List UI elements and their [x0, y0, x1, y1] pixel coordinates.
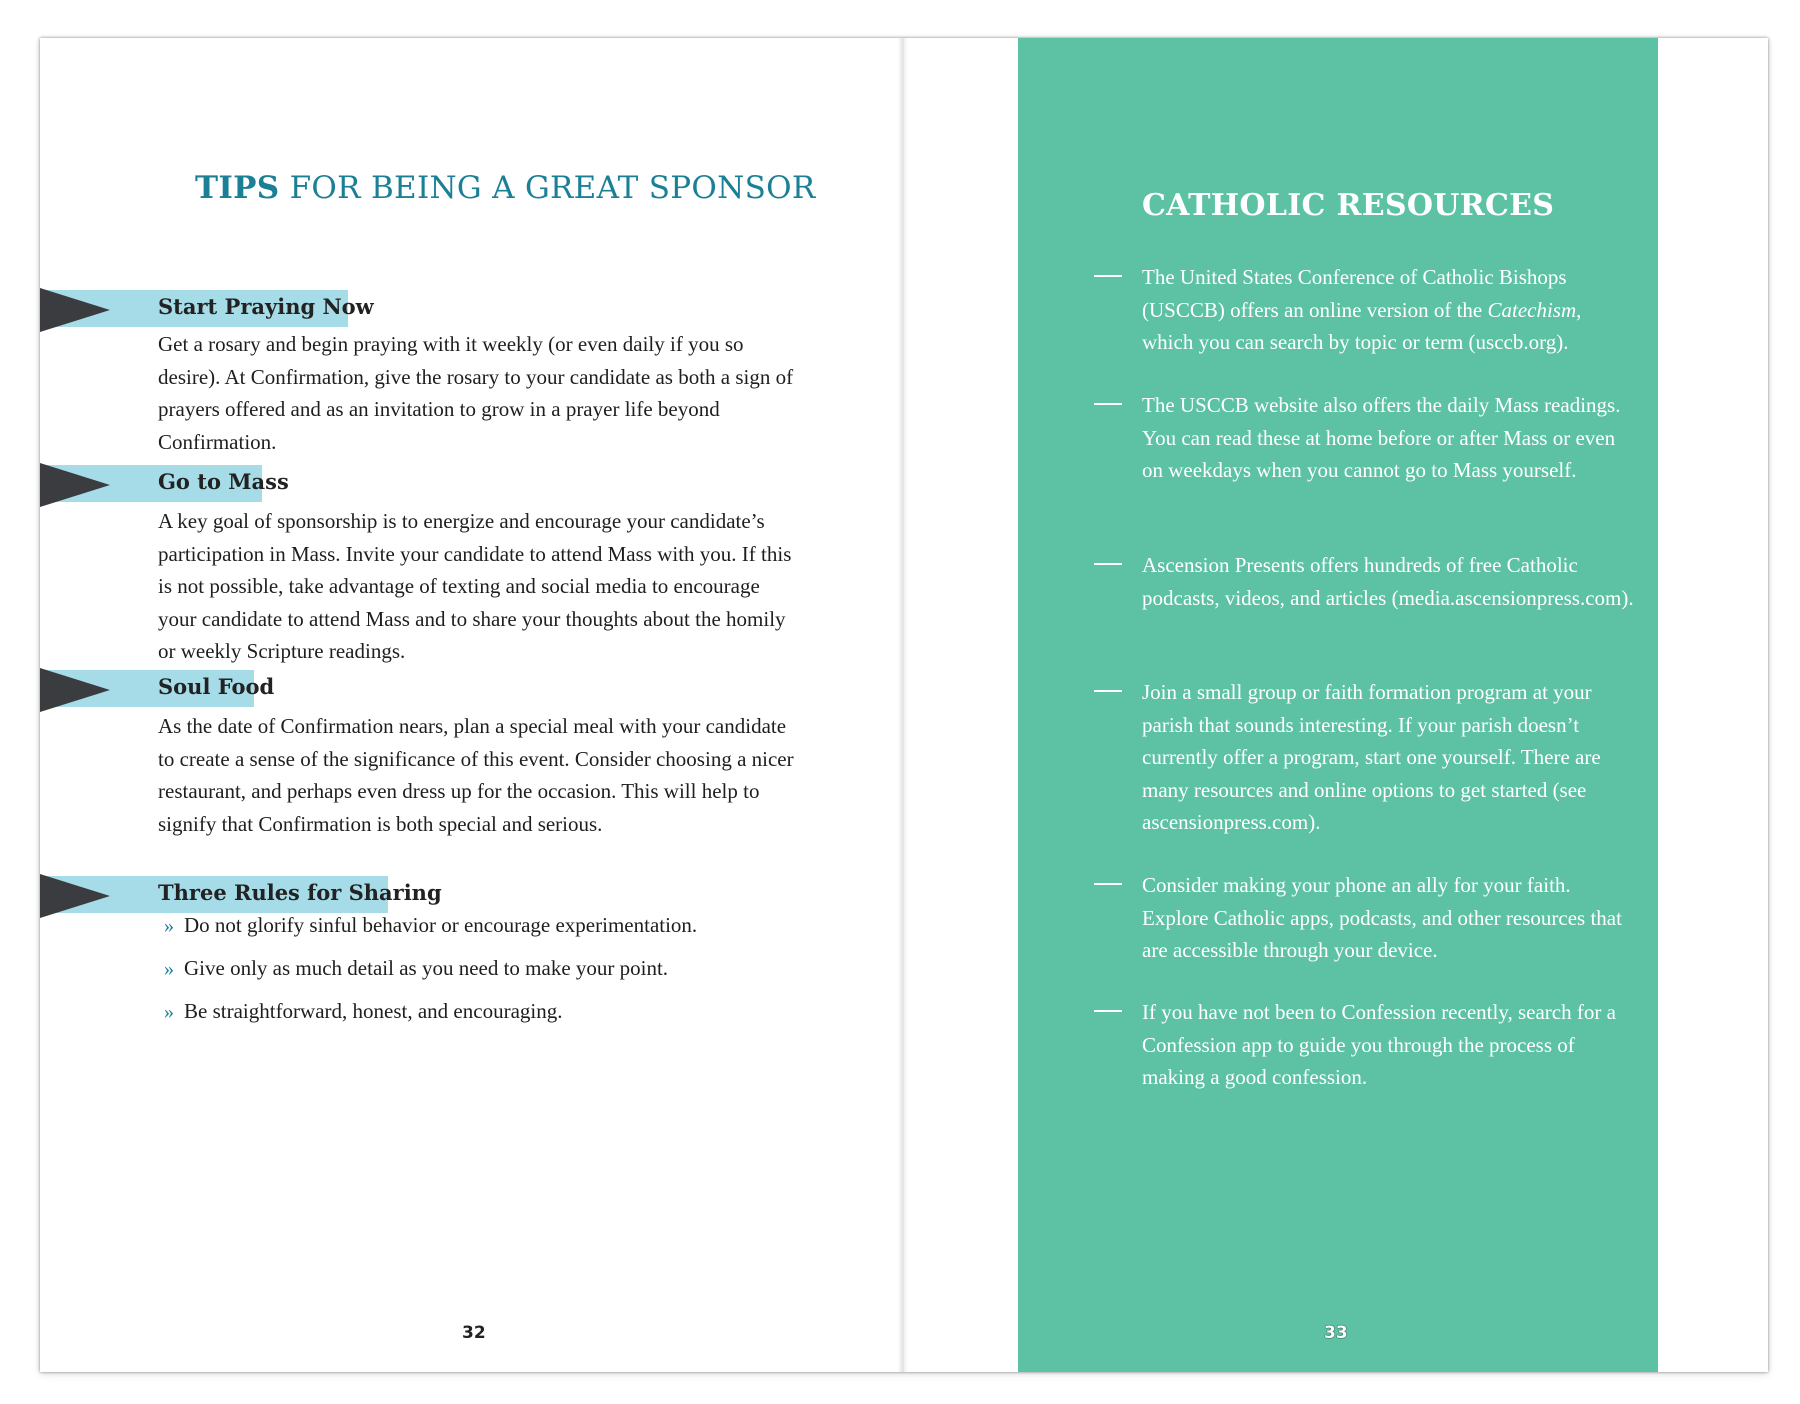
double-chevron-icon: » — [164, 915, 174, 937]
resource-text: The USCCB website also offers the daily Mass readings. You can read these at home before or after Mass or even on weekdays when you cannot go to Mass yourself. — [1142, 393, 1621, 482]
arrow-marker-icon — [40, 288, 110, 332]
resource-text: If you have not been to Confession recently, search for a Confession app to guide you through the process of making a good confession. — [1142, 1000, 1616, 1089]
resource-item — [1094, 676, 1634, 839]
tip-body: Get a rosary and begin praying with it weekly (or even daily if you so desire). At Confirmation, give the rosary to your candidate as both a sign of prayers offered and as an invitation to grow in a prayer life beyond Confirmation. — [158, 332, 794, 454]
double-chevron-icon: » — [164, 958, 174, 980]
tip-title: Start Praying Now — [158, 294, 374, 319]
resources-title: CATHOLIC RESOURCES — [1142, 188, 1555, 223]
arrow-marker-icon — [40, 463, 110, 507]
book-spread — [40, 38, 1768, 1372]
dash-icon — [1094, 883, 1122, 885]
list-item: » Do not glorify sinful behavior or encourage experimentation. — [164, 913, 698, 937]
resource-item — [1094, 389, 1634, 487]
tip-title: Go to Mass — [158, 469, 289, 494]
page-number: 32 — [462, 1323, 486, 1343]
page-left — [40, 38, 902, 1372]
dash-icon — [1094, 690, 1122, 692]
resource-item — [1094, 549, 1634, 614]
tip-body: As the date of Confirmation nears, plan a special meal with your candidate to create a sense of the significance of this event. Consider choosing a nicer restaurant, and perhaps even dress up for the occasion. This will help to signify that Confirmation is both special and serious. — [158, 714, 794, 836]
dash-icon — [1094, 403, 1122, 405]
double-chevron-icon: » — [164, 1001, 174, 1023]
dash-icon — [1094, 1010, 1122, 1012]
dash-icon — [1094, 563, 1122, 565]
arrow-marker-icon — [40, 668, 110, 712]
page-number: 33 — [1324, 1323, 1348, 1343]
tip-title: Three Rules for Sharing — [158, 880, 442, 905]
tips-title-rest: FOR BEING A GREAT SPONSOR — [279, 170, 816, 206]
sharing-rules-list — [164, 904, 697, 1033]
page-right — [902, 38, 1768, 1372]
arrow-marker-icon — [40, 874, 110, 918]
list-item: » Give only as much detail as you need to make your point. — [164, 956, 669, 980]
tips-title — [195, 170, 815, 206]
resource-text: Ascension Presents offers hundreds of free Catholic podcasts, videos, and articles (media.ascensionpress.com). — [1142, 553, 1634, 610]
tip-title: Soul Food — [158, 674, 275, 699]
resource-text: Join a small group or faith formation program at your parish that sounds interesting. If your parish doesn’t currently offer a program, start one yourself. There are many resources and online options to get started (see ascensionpress.com). — [1142, 680, 1601, 834]
tips-title-bold: TIPS — [195, 170, 280, 206]
resource-item — [1094, 996, 1634, 1094]
list-item: » Be straightforward, honest, and encouraging. — [164, 999, 563, 1023]
tip-body: A key goal of sponsorship is to energize and encourage your candidate’s participation in Mass. Invite your candidate to attend Mass with you. If this is not possible, take advantage of texting and social media to encourage your candidate to attend Mass and to share your thoughts about the homily or weekly Scripture readings. — [158, 509, 792, 663]
resources-panel — [1018, 38, 1658, 1372]
resource-text: The United States Conference of Catholic Bishops (USCCB) offers an online version of the Catechism, which you can search by topic or term (usccb.org). — [1142, 265, 1582, 354]
resource-item — [1094, 261, 1634, 359]
resource-text: Consider making your phone an ally for your faith. Explore Catholic apps, podcasts, and other resources that are accessible through your device. — [1142, 873, 1622, 962]
resource-item — [1094, 869, 1634, 967]
dash-icon — [1094, 275, 1122, 277]
